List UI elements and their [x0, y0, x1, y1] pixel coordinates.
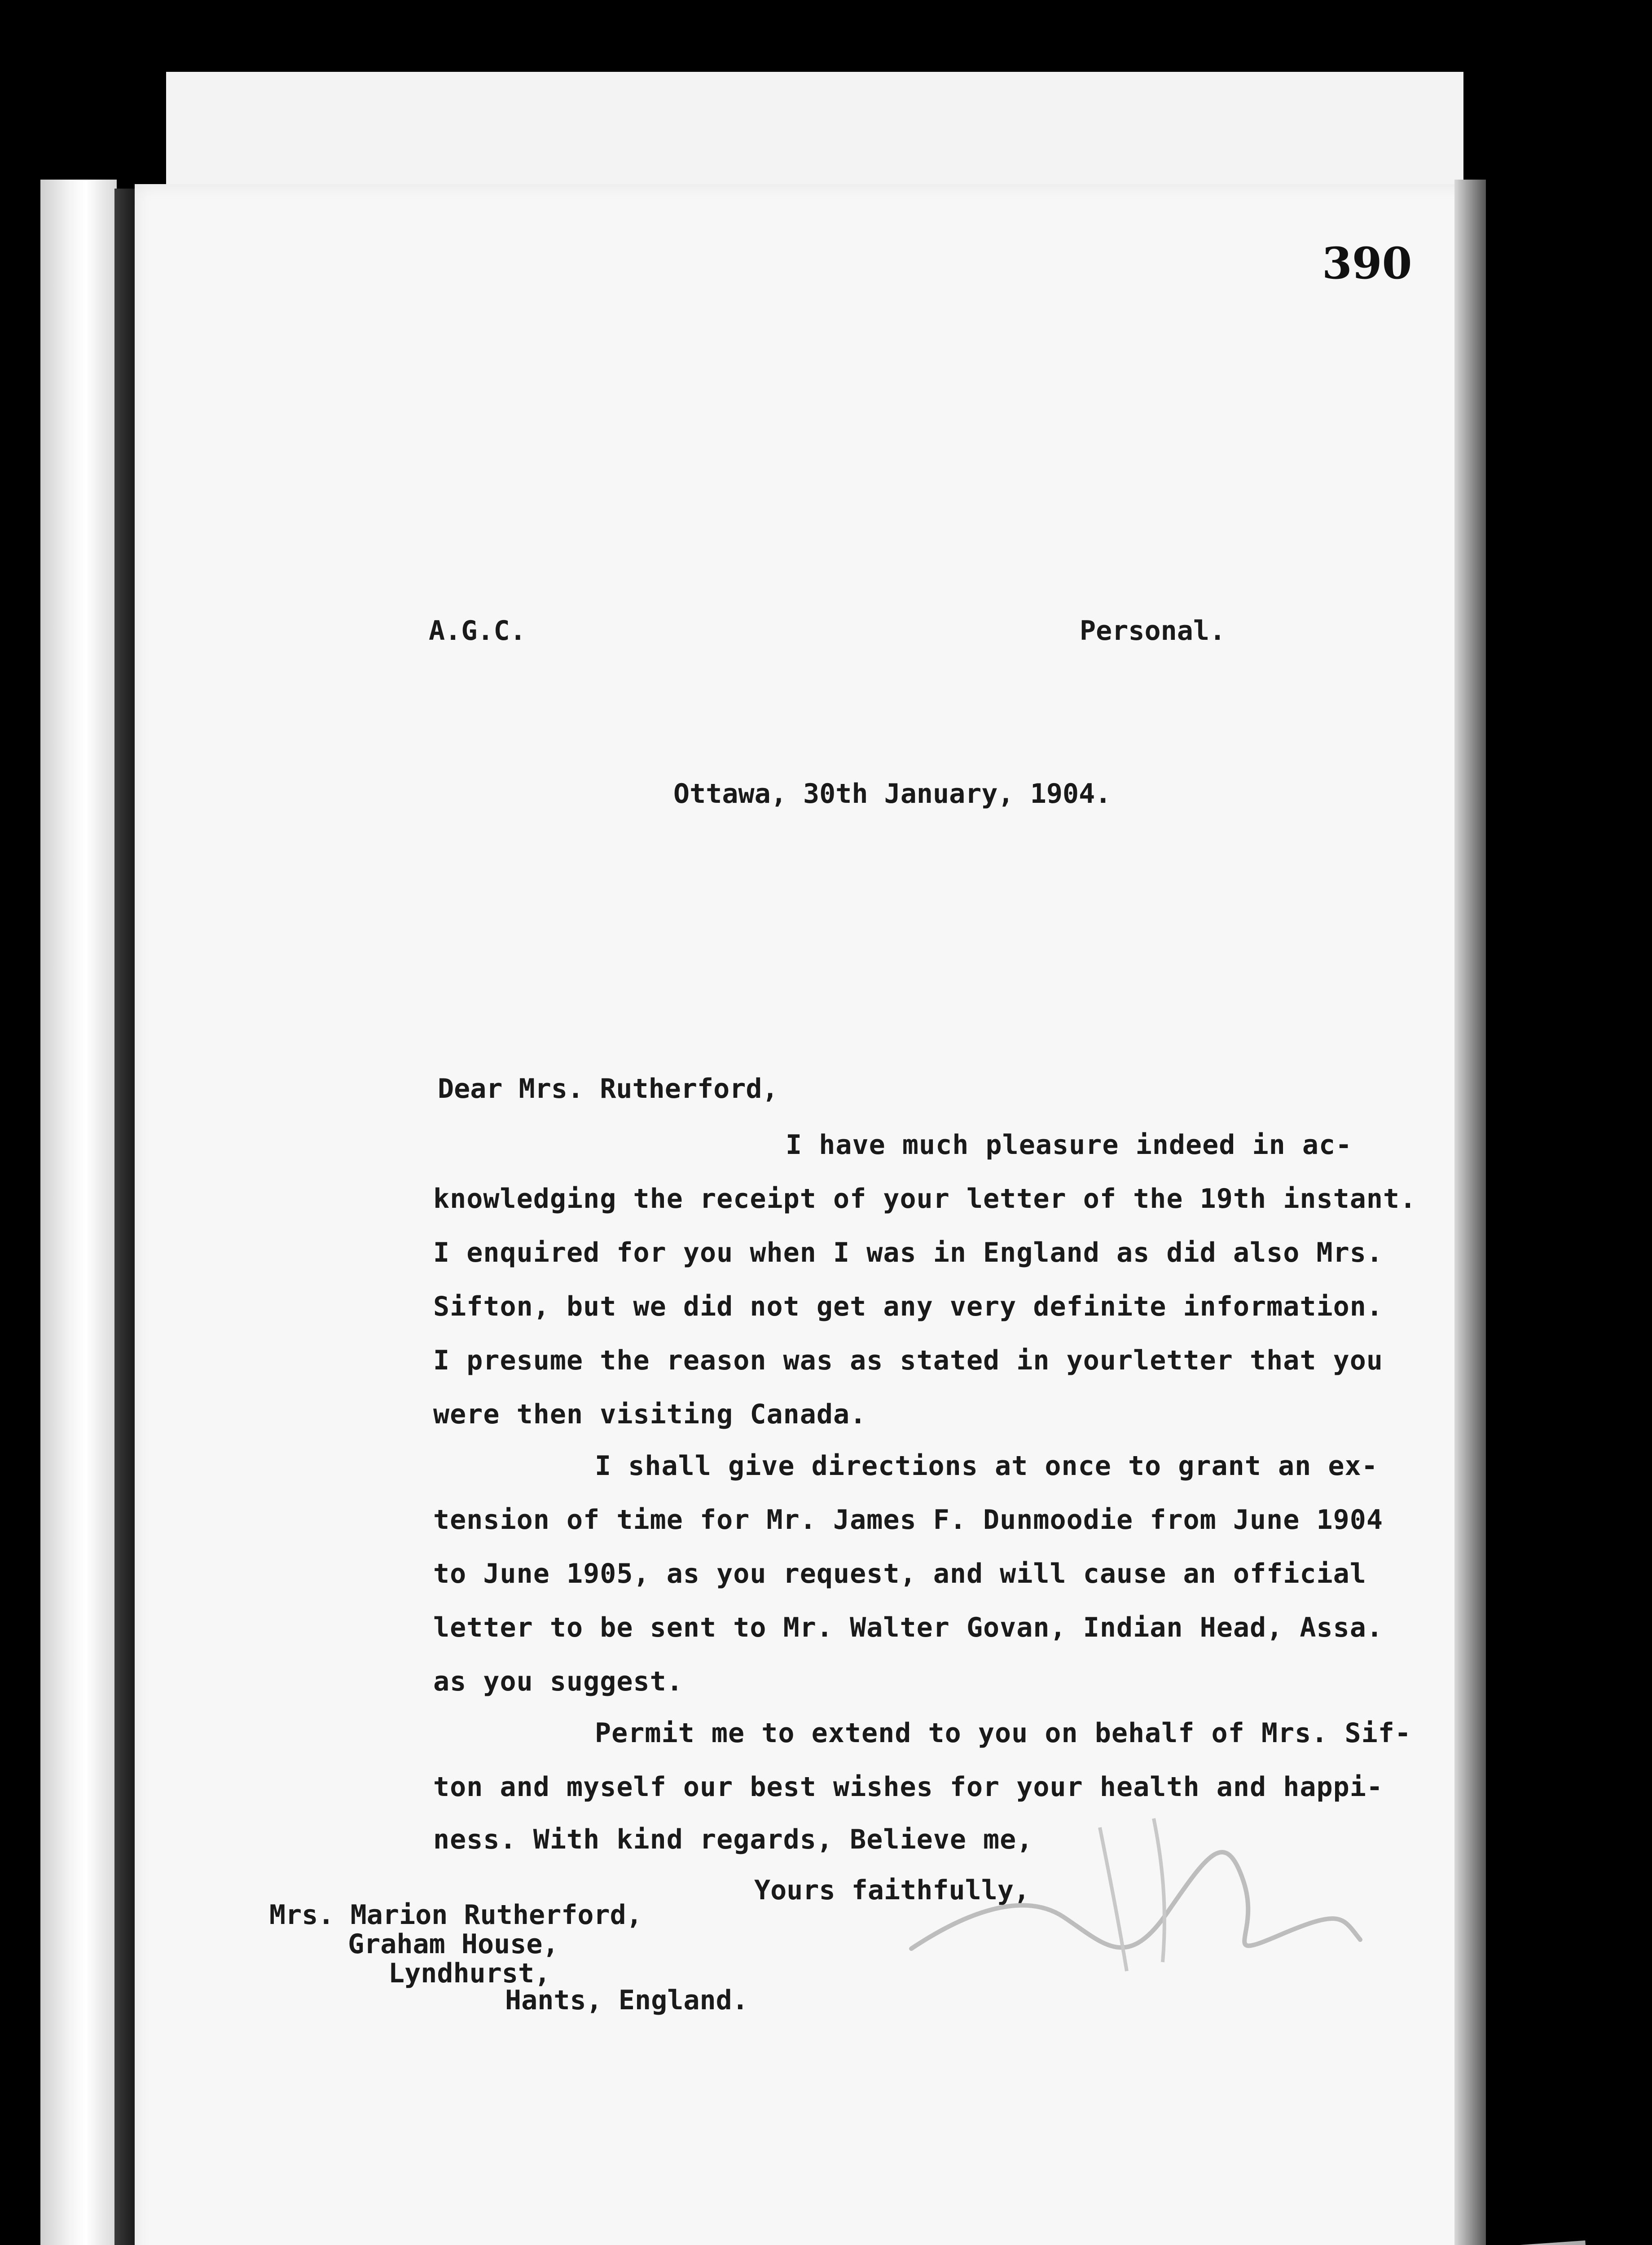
body-line: letter to be sent to Mr. Walter Govan, Indian Head, Assa.	[433, 1612, 1384, 1643]
salutation: Dear Mrs. Rutherford,	[438, 1073, 778, 1105]
binding-strip	[40, 180, 117, 2245]
recipient-county: Hants, England.	[505, 1985, 748, 2016]
body-line: Sifton, but we did not get any very definite information.	[433, 1291, 1384, 1322]
personal-marking: Personal.	[1080, 615, 1226, 647]
body-line: ton and myself our best wishes for your health and happi-	[433, 1771, 1384, 1803]
file-code: A.G.C.	[429, 615, 526, 647]
body-line: I have much pleasure indeed in ac-	[786, 1129, 1353, 1161]
body-line: I enquired for you when I was in England as did also Mrs.	[433, 1237, 1384, 1268]
body-line: to June 1905, as you request, and will cause an official	[433, 1558, 1366, 1589]
body-line: I shall give directions at once to grant an ex-	[595, 1450, 1378, 1482]
body-line: knowledging the receipt of your letter of the 19th instant.	[433, 1183, 1417, 1215]
body-line: ness. With kind regards, Believe me,	[433, 1824, 1033, 1855]
letter-edge-shadow	[1454, 180, 1486, 2245]
body-line: as you suggest.	[433, 1666, 683, 1697]
body-line: I presume the reason was as stated in yourletter that you	[433, 1345, 1384, 1376]
body-line: tension of time for Mr. James F. Dunmoodie from June 1904	[433, 1504, 1384, 1536]
closing: Yours faithfully,	[754, 1875, 1030, 1906]
body-line: Permit me to extend to you on behalf of Mrs. Sif-	[595, 1717, 1412, 1749]
page-number: 390	[1322, 238, 1412, 289]
recipient-house: Graham House,	[348, 1928, 559, 1960]
signature-mark	[875, 1800, 1369, 1989]
recipient-town: Lyndhurst,	[388, 1958, 551, 1989]
body-line: were then visiting Canada.	[433, 1399, 867, 1430]
recipient-name: Mrs. Marion Rutherford,	[269, 1899, 642, 1931]
dateline: Ottawa, 30th January, 1904.	[673, 778, 1112, 810]
